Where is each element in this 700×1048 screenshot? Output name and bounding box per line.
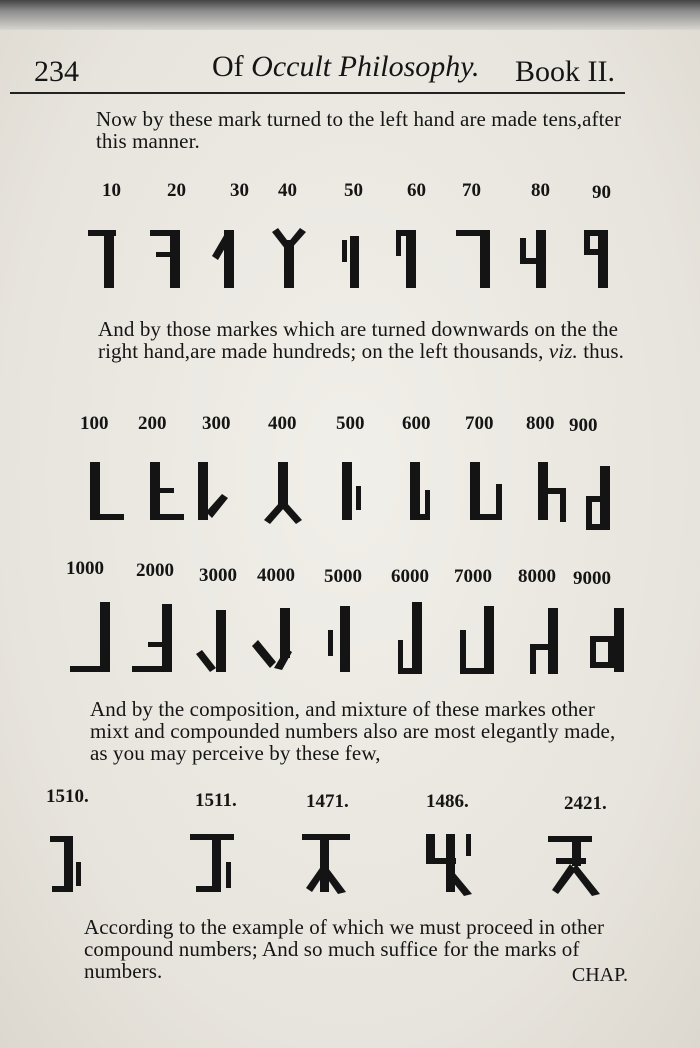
hundreds-label: 200 bbox=[138, 413, 167, 434]
compound-label: 1486. bbox=[426, 791, 469, 812]
thousands-label: 2000 bbox=[136, 560, 174, 581]
tens-label: 40 bbox=[278, 180, 297, 201]
tens-label: 50 bbox=[344, 180, 363, 201]
thousands-label: 1000 bbox=[66, 558, 104, 579]
paragraph-conclusion: According to the example of which we must proceed in other compound numbers; And so much suffice for the marks of numbers. bbox=[84, 915, 605, 983]
tens-label: 20 bbox=[167, 180, 186, 201]
tens-glyph-40 bbox=[272, 228, 306, 288]
tens-glyph-80 bbox=[520, 230, 546, 288]
hundreds-glyph-500 bbox=[342, 462, 361, 520]
tens-glyph-30 bbox=[212, 230, 234, 288]
hundreds-glyph-700 bbox=[470, 462, 502, 520]
compound-glyph-1486 bbox=[426, 834, 472, 896]
paragraph-composition: And by the composition, and mixture of these markes other mixt and compounded numbers also are most elegantly made, as you may perceive by these few, bbox=[90, 697, 616, 765]
hundreds-label: 400 bbox=[268, 413, 297, 434]
thousands-glyph-9000 bbox=[590, 608, 624, 672]
thousands-label: 5000 bbox=[324, 566, 362, 587]
thousands-glyph-4000 bbox=[252, 608, 292, 670]
tens-glyph-10 bbox=[88, 230, 116, 288]
tens-label: 10 bbox=[102, 180, 121, 201]
tens-glyph-20 bbox=[150, 230, 180, 288]
paragraph-tens-intro: Now by these mark turned to the left hand are made tens,after this manner. bbox=[96, 107, 622, 153]
catchword: CHAP. bbox=[571, 964, 628, 986]
running-head-title: Occult Philosophy. bbox=[251, 50, 480, 83]
compound-label: 2421. bbox=[564, 793, 607, 814]
thus-word: thus. bbox=[583, 339, 624, 363]
hundreds-glyph-300 bbox=[198, 462, 228, 520]
thousands-glyph-2000 bbox=[132, 604, 172, 672]
tens-label: 30 bbox=[230, 180, 249, 201]
compound-glyph-1471 bbox=[302, 834, 350, 894]
compound-glyph-1511 bbox=[190, 834, 234, 892]
tens-label: 80 bbox=[531, 180, 550, 201]
tens-glyph-60 bbox=[396, 230, 416, 288]
tens-glyph-50 bbox=[342, 236, 359, 288]
running-head-prefix: Of bbox=[212, 50, 244, 83]
hundreds-glyph-800 bbox=[538, 462, 566, 522]
compound-glyph-2421 bbox=[548, 836, 600, 896]
thousands-glyph-6000 bbox=[398, 602, 422, 674]
page-number: 234 bbox=[34, 55, 79, 88]
hundreds-label: 500 bbox=[336, 413, 365, 434]
tens-glyph-90 bbox=[584, 230, 608, 288]
viz-word: viz. bbox=[548, 339, 578, 363]
thousands-label: 6000 bbox=[391, 566, 429, 587]
hundreds-glyph-100 bbox=[90, 462, 124, 520]
thousands-glyph-1000 bbox=[70, 602, 110, 672]
book-number: Book II. bbox=[515, 55, 615, 88]
thousands-label: 3000 bbox=[199, 565, 237, 586]
compound-label: 1511. bbox=[195, 790, 237, 811]
hundreds-glyph-400 bbox=[264, 462, 302, 524]
thousands-glyph-7000 bbox=[460, 606, 494, 674]
thousands-label: 4000 bbox=[257, 565, 295, 586]
hundreds-glyph-900 bbox=[586, 466, 610, 530]
thousands-label: 8000 bbox=[518, 566, 556, 587]
hundreds-label: 700 bbox=[465, 413, 494, 434]
thousands-label: 9000 bbox=[573, 568, 611, 589]
hundreds-label: 600 bbox=[402, 413, 431, 434]
paragraph-hundreds-text: And by those markes which are turned downwards on the the right hand,are made hundreds; on the left thousands, bbox=[98, 317, 619, 363]
tens-label: 70 bbox=[462, 180, 481, 201]
thousands-glyph-5000 bbox=[328, 606, 350, 672]
hundreds-label: 800 bbox=[526, 413, 555, 434]
hundreds-glyph-600 bbox=[410, 462, 430, 520]
compound-glyph-1510 bbox=[50, 836, 81, 892]
thousands-glyph-8000 bbox=[530, 608, 558, 674]
tens-label: 60 bbox=[407, 180, 426, 201]
compound-label: 1510. bbox=[46, 786, 89, 807]
thousands-glyph-3000 bbox=[196, 610, 226, 672]
hundreds-label: 100 bbox=[80, 413, 109, 434]
thousands-label: 7000 bbox=[454, 566, 492, 587]
hundreds-label: 900 bbox=[569, 415, 598, 436]
tens-label: 90 bbox=[592, 182, 611, 203]
hundreds-label: 300 bbox=[202, 413, 231, 434]
tens-glyph-70 bbox=[456, 230, 490, 288]
compound-label: 1471. bbox=[306, 791, 349, 812]
hundreds-glyph-200 bbox=[150, 462, 184, 520]
